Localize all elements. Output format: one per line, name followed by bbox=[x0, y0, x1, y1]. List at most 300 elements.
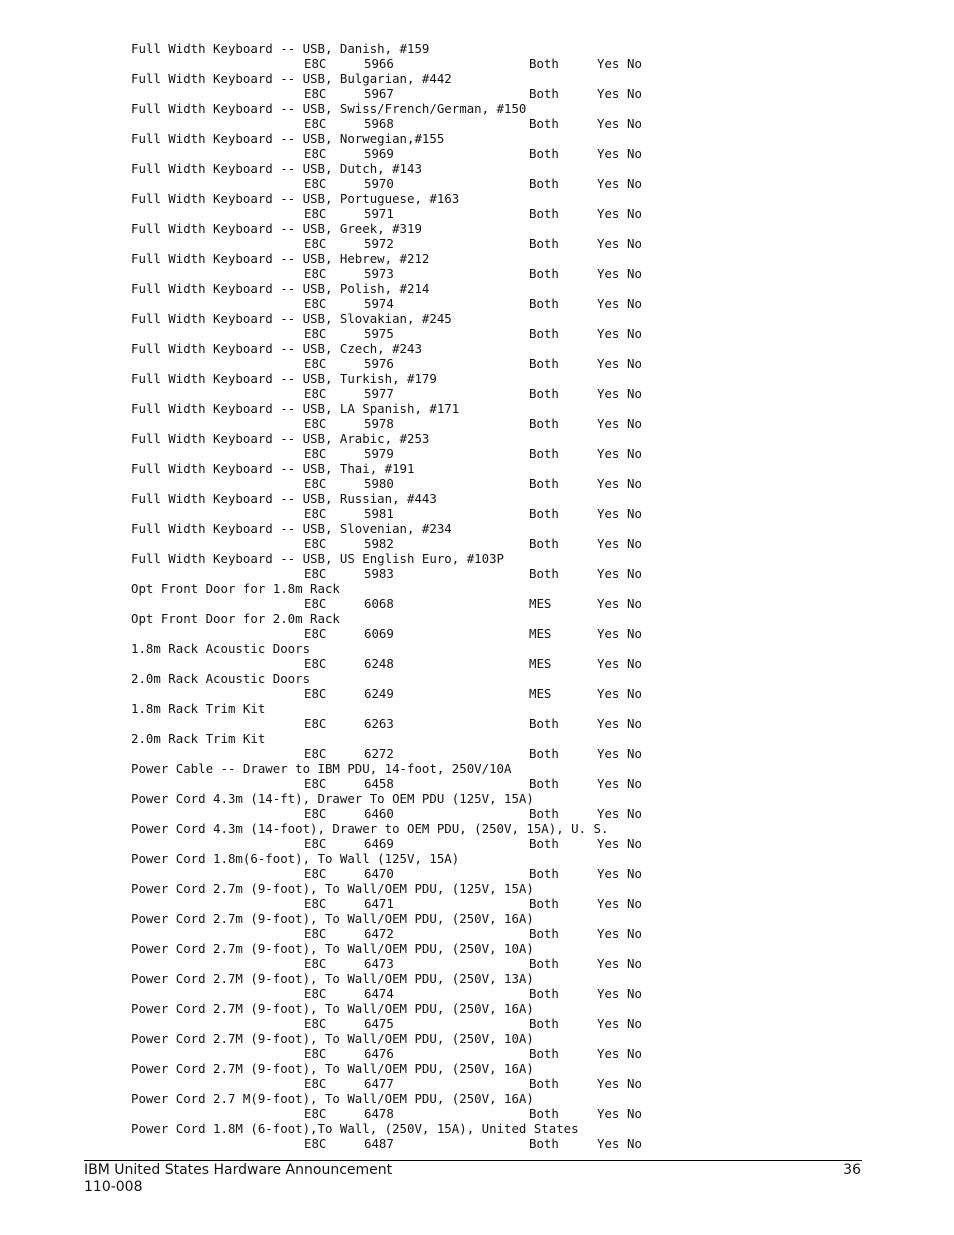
feature-code: 6473 bbox=[364, 956, 394, 971]
machine-model: E8C bbox=[304, 446, 327, 461]
table-row bbox=[131, 206, 891, 221]
availability-status: Both bbox=[529, 1016, 559, 1031]
list-item bbox=[131, 311, 891, 341]
table-row bbox=[131, 476, 891, 491]
flag-no: No bbox=[627, 296, 642, 311]
machine-model: E8C bbox=[304, 416, 327, 431]
table-row bbox=[131, 626, 891, 641]
flag-no: No bbox=[627, 716, 642, 731]
flag-yes: Yes bbox=[597, 956, 620, 971]
table-row bbox=[131, 836, 891, 851]
availability-status: Both bbox=[529, 1076, 559, 1091]
feature-description: 2.0m Rack Trim Kit bbox=[131, 731, 266, 746]
machine-model: E8C bbox=[304, 986, 327, 1001]
flag-yes: Yes bbox=[597, 716, 620, 731]
availability-status: Both bbox=[529, 1046, 559, 1061]
list-item bbox=[131, 641, 891, 671]
feature-code: 6249 bbox=[364, 686, 394, 701]
list-item bbox=[131, 221, 891, 251]
list-item bbox=[131, 461, 891, 491]
flag-yes: Yes bbox=[597, 596, 620, 611]
feature-code: 6471 bbox=[364, 896, 394, 911]
flag-yes: Yes bbox=[597, 506, 620, 521]
feature-description: Full Width Keyboard -- USB, Turkish, #179 bbox=[131, 371, 437, 386]
list-item bbox=[131, 371, 891, 401]
table-row bbox=[131, 926, 891, 941]
table-row bbox=[131, 236, 891, 251]
flag-no: No bbox=[627, 386, 642, 401]
availability-status: MES bbox=[529, 656, 552, 671]
table-row bbox=[131, 1046, 891, 1061]
feature-description: Full Width Keyboard -- USB, Dutch, #143 bbox=[131, 161, 422, 176]
machine-model: E8C bbox=[304, 1046, 327, 1061]
feature-code: 6068 bbox=[364, 596, 394, 611]
flag-no: No bbox=[627, 626, 642, 641]
availability-status: Both bbox=[529, 236, 559, 251]
flag-yes: Yes bbox=[597, 1106, 620, 1121]
feature-description: Full Width Keyboard -- USB, Russian, #443 bbox=[131, 491, 437, 506]
feature-code: 5975 bbox=[364, 326, 394, 341]
machine-model: E8C bbox=[304, 656, 327, 671]
feature-code: 5977 bbox=[364, 386, 394, 401]
feature-code: 5972 bbox=[364, 236, 394, 251]
feature-description: Full Width Keyboard -- USB, US English Euro, #103P bbox=[131, 551, 504, 566]
list-item bbox=[131, 1091, 891, 1121]
availability-status: MES bbox=[529, 686, 552, 701]
footer-left bbox=[84, 1162, 392, 1196]
machine-model: E8C bbox=[304, 1136, 327, 1151]
availability-status: Both bbox=[529, 56, 559, 71]
flag-no: No bbox=[627, 1076, 642, 1091]
table-row bbox=[131, 326, 891, 341]
machine-model: E8C bbox=[304, 566, 327, 581]
machine-model: E8C bbox=[304, 746, 327, 761]
list-item bbox=[131, 41, 891, 71]
feature-description: Power Cord 4.3m (14-foot), Drawer to OEM PDU, (250V, 15A), U. S. bbox=[131, 821, 609, 836]
table-row bbox=[131, 1106, 891, 1121]
feature-code: 5966 bbox=[364, 56, 394, 71]
list-item bbox=[131, 971, 891, 1001]
feature-listing bbox=[131, 41, 891, 1151]
flag-no: No bbox=[627, 56, 642, 71]
table-row bbox=[131, 596, 891, 611]
machine-model: E8C bbox=[304, 56, 327, 71]
flag-no: No bbox=[627, 806, 642, 821]
feature-description: 1.8m Rack Acoustic Doors bbox=[131, 641, 311, 656]
availability-status: Both bbox=[529, 536, 559, 551]
feature-description: 2.0m Rack Acoustic Doors bbox=[131, 671, 311, 686]
feature-description: Full Width Keyboard -- USB, Slovakian, #245 bbox=[131, 311, 452, 326]
feature-description: Power Cable -- Drawer to IBM PDU, 14-foot, 250V/10A bbox=[131, 761, 512, 776]
feature-description: Full Width Keyboard -- USB, Swiss/French/German, #150 bbox=[131, 101, 527, 116]
table-row bbox=[131, 866, 891, 881]
feature-description: Full Width Keyboard -- USB, Slovenian, #234 bbox=[131, 521, 452, 536]
list-item bbox=[131, 161, 891, 191]
availability-status: Both bbox=[529, 806, 559, 821]
list-item bbox=[131, 521, 891, 551]
feature-code: 6469 bbox=[364, 836, 394, 851]
availability-status: Both bbox=[529, 176, 559, 191]
feature-code: 6460 bbox=[364, 806, 394, 821]
flag-no: No bbox=[627, 566, 642, 581]
feature-description: Full Width Keyboard -- USB, LA Spanish, #171 bbox=[131, 401, 460, 416]
list-item bbox=[131, 191, 891, 221]
availability-status: Both bbox=[529, 326, 559, 341]
feature-description: Full Width Keyboard -- USB, Thai, #191 bbox=[131, 461, 415, 476]
flag-no: No bbox=[627, 176, 642, 191]
feature-description: Power Cord 4.3m (14-ft), Drawer To OEM PDU (125V, 15A) bbox=[131, 791, 534, 806]
flag-yes: Yes bbox=[597, 806, 620, 821]
flag-yes: Yes bbox=[597, 686, 620, 701]
machine-model: E8C bbox=[304, 206, 327, 221]
list-item bbox=[131, 1121, 891, 1151]
footer-doc-number: 110-008 bbox=[84, 1179, 143, 1195]
flag-no: No bbox=[627, 746, 642, 761]
feature-description: Full Width Keyboard -- USB, Arabic, #253 bbox=[131, 431, 430, 446]
feature-code: 6477 bbox=[364, 1076, 394, 1091]
feature-code: 6263 bbox=[364, 716, 394, 731]
feature-code: 5969 bbox=[364, 146, 394, 161]
feature-code: 6476 bbox=[364, 1046, 394, 1061]
list-item bbox=[131, 881, 891, 911]
availability-status: Both bbox=[529, 416, 559, 431]
availability-status: Both bbox=[529, 476, 559, 491]
table-row bbox=[131, 116, 891, 131]
machine-model: E8C bbox=[304, 326, 327, 341]
machine-model: E8C bbox=[304, 716, 327, 731]
table-row bbox=[131, 446, 891, 461]
table-row bbox=[131, 566, 891, 581]
list-item bbox=[131, 671, 891, 701]
flag-yes: Yes bbox=[597, 656, 620, 671]
feature-description: Power Cord 2.7M (9-foot), To Wall/OEM PDU, (250V, 16A) bbox=[131, 1061, 534, 1076]
machine-model: E8C bbox=[304, 296, 327, 311]
feature-description: Full Width Keyboard -- USB, Bulgarian, #442 bbox=[131, 71, 452, 86]
flag-no: No bbox=[627, 926, 642, 941]
list-item bbox=[131, 821, 891, 851]
table-row bbox=[131, 56, 891, 71]
flag-yes: Yes bbox=[597, 86, 620, 101]
flag-no: No bbox=[627, 266, 642, 281]
machine-model: E8C bbox=[304, 86, 327, 101]
list-item bbox=[131, 341, 891, 371]
availability-status: Both bbox=[529, 866, 559, 881]
table-row bbox=[131, 536, 891, 551]
flag-yes: Yes bbox=[597, 1016, 620, 1031]
feature-code: 6470 bbox=[364, 866, 394, 881]
feature-description: Full Width Keyboard -- USB, Hebrew, #212 bbox=[131, 251, 430, 266]
machine-model: E8C bbox=[304, 1076, 327, 1091]
machine-model: E8C bbox=[304, 926, 327, 941]
flag-yes: Yes bbox=[597, 776, 620, 791]
feature-code: 6069 bbox=[364, 626, 394, 641]
table-row bbox=[131, 506, 891, 521]
machine-model: E8C bbox=[304, 266, 327, 281]
list-item bbox=[131, 551, 891, 581]
feature-code: 6474 bbox=[364, 986, 394, 1001]
machine-model: E8C bbox=[304, 116, 327, 131]
flag-yes: Yes bbox=[597, 476, 620, 491]
availability-status: Both bbox=[529, 506, 559, 521]
flag-no: No bbox=[627, 206, 642, 221]
feature-description: Power Cord 2.7M (9-foot), To Wall/OEM PDU, (250V, 13A) bbox=[131, 971, 534, 986]
flag-no: No bbox=[627, 896, 642, 911]
machine-model: E8C bbox=[304, 956, 327, 971]
list-item bbox=[131, 941, 891, 971]
table-row bbox=[131, 146, 891, 161]
machine-model: E8C bbox=[304, 896, 327, 911]
list-item bbox=[131, 101, 891, 131]
feature-code: 5978 bbox=[364, 416, 394, 431]
flag-no: No bbox=[627, 356, 642, 371]
flag-yes: Yes bbox=[597, 536, 620, 551]
flag-no: No bbox=[627, 86, 642, 101]
flag-yes: Yes bbox=[597, 176, 620, 191]
machine-model: E8C bbox=[304, 536, 327, 551]
flag-yes: Yes bbox=[597, 896, 620, 911]
availability-status: Both bbox=[529, 986, 559, 1001]
feature-code: 5973 bbox=[364, 266, 394, 281]
list-item bbox=[131, 851, 891, 881]
availability-status: Both bbox=[529, 566, 559, 581]
flag-no: No bbox=[627, 686, 642, 701]
flag-no: No bbox=[627, 536, 642, 551]
flag-yes: Yes bbox=[597, 626, 620, 641]
table-row bbox=[131, 1076, 891, 1091]
table-row bbox=[131, 956, 891, 971]
machine-model: E8C bbox=[304, 386, 327, 401]
flag-no: No bbox=[627, 236, 642, 251]
flag-yes: Yes bbox=[597, 746, 620, 761]
footer-publisher: IBM United States Hardware Announcement bbox=[84, 1162, 393, 1178]
feature-description: Full Width Keyboard -- USB, Greek, #319 bbox=[131, 221, 422, 236]
flag-yes: Yes bbox=[597, 566, 620, 581]
flag-yes: Yes bbox=[597, 416, 620, 431]
list-item bbox=[131, 1031, 891, 1061]
table-row bbox=[131, 1016, 891, 1031]
table-row bbox=[131, 896, 891, 911]
flag-yes: Yes bbox=[597, 356, 620, 371]
availability-status: Both bbox=[529, 146, 559, 161]
availability-status: Both bbox=[529, 356, 559, 371]
machine-model: E8C bbox=[304, 1016, 327, 1031]
flag-no: No bbox=[627, 596, 642, 611]
flag-no: No bbox=[627, 446, 642, 461]
feature-code: 5976 bbox=[364, 356, 394, 371]
list-item bbox=[131, 791, 891, 821]
list-item bbox=[131, 1001, 891, 1031]
table-row bbox=[131, 176, 891, 191]
availability-status: Both bbox=[529, 746, 559, 761]
feature-description: Full Width Keyboard -- USB, Polish, #214 bbox=[131, 281, 430, 296]
footer-divider bbox=[84, 1160, 862, 1161]
flag-yes: Yes bbox=[597, 236, 620, 251]
flag-no: No bbox=[627, 506, 642, 521]
feature-code: 5983 bbox=[364, 566, 394, 581]
flag-yes: Yes bbox=[597, 326, 620, 341]
availability-status: Both bbox=[529, 206, 559, 221]
availability-status: MES bbox=[529, 596, 552, 611]
flag-yes: Yes bbox=[597, 146, 620, 161]
flag-no: No bbox=[627, 836, 642, 851]
flag-yes: Yes bbox=[597, 206, 620, 221]
flag-yes: Yes bbox=[597, 56, 620, 71]
feature-description: Full Width Keyboard -- USB, Norwegian,#155 bbox=[131, 131, 445, 146]
table-row bbox=[131, 416, 891, 431]
availability-status: Both bbox=[529, 266, 559, 281]
list-item bbox=[131, 401, 891, 431]
feature-description: Power Cord 1.8m(6-foot), To Wall (125V, 15A) bbox=[131, 851, 460, 866]
table-row bbox=[131, 356, 891, 371]
machine-model: E8C bbox=[304, 236, 327, 251]
list-item bbox=[131, 251, 891, 281]
feature-description: Power Cord 2.7m (9-foot), To Wall/OEM PDU, (250V, 10A) bbox=[131, 941, 534, 956]
machine-model: E8C bbox=[304, 866, 327, 881]
availability-status: Both bbox=[529, 926, 559, 941]
flag-no: No bbox=[627, 866, 642, 881]
list-item bbox=[131, 71, 891, 101]
feature-code: 5974 bbox=[364, 296, 394, 311]
list-item bbox=[131, 1061, 891, 1091]
feature-code: 6478 bbox=[364, 1106, 394, 1121]
feature-code: 5982 bbox=[364, 536, 394, 551]
flag-no: No bbox=[627, 1016, 642, 1031]
flag-no: No bbox=[627, 776, 642, 791]
availability-status: Both bbox=[529, 86, 559, 101]
list-item bbox=[131, 281, 891, 311]
footer-page-number: 36 bbox=[843, 1162, 861, 1178]
feature-code: 6248 bbox=[364, 656, 394, 671]
feature-code: 6458 bbox=[364, 776, 394, 791]
flag-no: No bbox=[627, 476, 642, 491]
machine-model: E8C bbox=[304, 146, 327, 161]
feature-description: Power Cord 2.7 M(9-foot), To Wall/OEM PDU, (250V, 16A) bbox=[131, 1091, 534, 1106]
table-row bbox=[131, 656, 891, 671]
table-row bbox=[131, 296, 891, 311]
availability-status: Both bbox=[529, 896, 559, 911]
flag-no: No bbox=[627, 416, 642, 431]
feature-code: 5981 bbox=[364, 506, 394, 521]
feature-description: Full Width Keyboard -- USB, Danish, #159 bbox=[131, 41, 430, 56]
availability-status: Both bbox=[529, 296, 559, 311]
machine-model: E8C bbox=[304, 1106, 327, 1121]
flag-no: No bbox=[627, 1046, 642, 1061]
machine-model: E8C bbox=[304, 806, 327, 821]
flag-yes: Yes bbox=[597, 296, 620, 311]
table-row bbox=[131, 686, 891, 701]
flag-yes: Yes bbox=[597, 1136, 620, 1151]
flag-yes: Yes bbox=[597, 266, 620, 281]
table-row bbox=[131, 386, 891, 401]
feature-description: Power Cord 2.7M (9-foot), To Wall/OEM PDU, (250V, 10A) bbox=[131, 1031, 534, 1046]
table-row bbox=[131, 1136, 891, 1151]
list-item bbox=[131, 611, 891, 641]
feature-code: 5968 bbox=[364, 116, 394, 131]
flag-no: No bbox=[627, 146, 642, 161]
feature-code: 5971 bbox=[364, 206, 394, 221]
availability-status: Both bbox=[529, 836, 559, 851]
feature-description: Full Width Keyboard -- USB, Czech, #243 bbox=[131, 341, 422, 356]
machine-model: E8C bbox=[304, 476, 327, 491]
feature-description: Power Cord 2.7m (9-foot), To Wall/OEM PDU, (250V, 16A) bbox=[131, 911, 534, 926]
flag-no: No bbox=[627, 656, 642, 671]
feature-code: 6475 bbox=[364, 1016, 394, 1031]
availability-status: Both bbox=[529, 956, 559, 971]
availability-status: Both bbox=[529, 716, 559, 731]
table-row bbox=[131, 986, 891, 1001]
machine-model: E8C bbox=[304, 626, 327, 641]
machine-model: E8C bbox=[304, 506, 327, 521]
list-item bbox=[131, 701, 891, 731]
list-item bbox=[131, 581, 891, 611]
list-item bbox=[131, 761, 891, 791]
availability-status: Both bbox=[529, 776, 559, 791]
flag-no: No bbox=[627, 986, 642, 1001]
feature-description: Opt Front Door for 1.8m Rack bbox=[131, 581, 340, 596]
flag-no: No bbox=[627, 116, 642, 131]
availability-status: Both bbox=[529, 386, 559, 401]
flag-yes: Yes bbox=[597, 866, 620, 881]
feature-code: 5979 bbox=[364, 446, 394, 461]
flag-yes: Yes bbox=[597, 986, 620, 1001]
table-row bbox=[131, 716, 891, 731]
table-row bbox=[131, 806, 891, 821]
list-item bbox=[131, 911, 891, 941]
flag-yes: Yes bbox=[597, 1046, 620, 1061]
flag-no: No bbox=[627, 956, 642, 971]
table-row bbox=[131, 776, 891, 791]
availability-status: MES bbox=[529, 626, 552, 641]
machine-model: E8C bbox=[304, 596, 327, 611]
table-row bbox=[131, 746, 891, 761]
availability-status: Both bbox=[529, 116, 559, 131]
flag-no: No bbox=[627, 1136, 642, 1151]
feature-code: 5967 bbox=[364, 86, 394, 101]
flag-yes: Yes bbox=[597, 1076, 620, 1091]
list-item bbox=[131, 431, 891, 461]
feature-description: 1.8m Rack Trim Kit bbox=[131, 701, 266, 716]
feature-code: 6272 bbox=[364, 746, 394, 761]
flag-yes: Yes bbox=[597, 116, 620, 131]
feature-code: 6487 bbox=[364, 1136, 394, 1151]
feature-description: Opt Front Door for 2.0m Rack bbox=[131, 611, 340, 626]
machine-model: E8C bbox=[304, 836, 327, 851]
availability-status: Both bbox=[529, 446, 559, 461]
flag-no: No bbox=[627, 1106, 642, 1121]
flag-yes: Yes bbox=[597, 836, 620, 851]
machine-model: E8C bbox=[304, 776, 327, 791]
feature-description: Power Cord 2.7m (9-foot), To Wall/OEM PDU, (125V, 15A) bbox=[131, 881, 534, 896]
machine-model: E8C bbox=[304, 356, 327, 371]
list-item bbox=[131, 731, 891, 761]
machine-model: E8C bbox=[304, 176, 327, 191]
flag-yes: Yes bbox=[597, 386, 620, 401]
feature-code: 5980 bbox=[364, 476, 394, 491]
flag-no: No bbox=[627, 326, 642, 341]
feature-code: 6472 bbox=[364, 926, 394, 941]
feature-code: 5970 bbox=[364, 176, 394, 191]
availability-status: Both bbox=[529, 1136, 559, 1151]
machine-model: E8C bbox=[304, 686, 327, 701]
list-item bbox=[131, 131, 891, 161]
list-item bbox=[131, 491, 891, 521]
table-row bbox=[131, 86, 891, 101]
flag-yes: Yes bbox=[597, 926, 620, 941]
feature-description: Power Cord 2.7M (9-foot), To Wall/OEM PDU, (250V, 16A) bbox=[131, 1001, 534, 1016]
availability-status: Both bbox=[529, 1106, 559, 1121]
feature-description: Power Cord 1.8M (6-foot),To Wall, (250V, 15A), United States bbox=[131, 1121, 579, 1136]
flag-yes: Yes bbox=[597, 446, 620, 461]
